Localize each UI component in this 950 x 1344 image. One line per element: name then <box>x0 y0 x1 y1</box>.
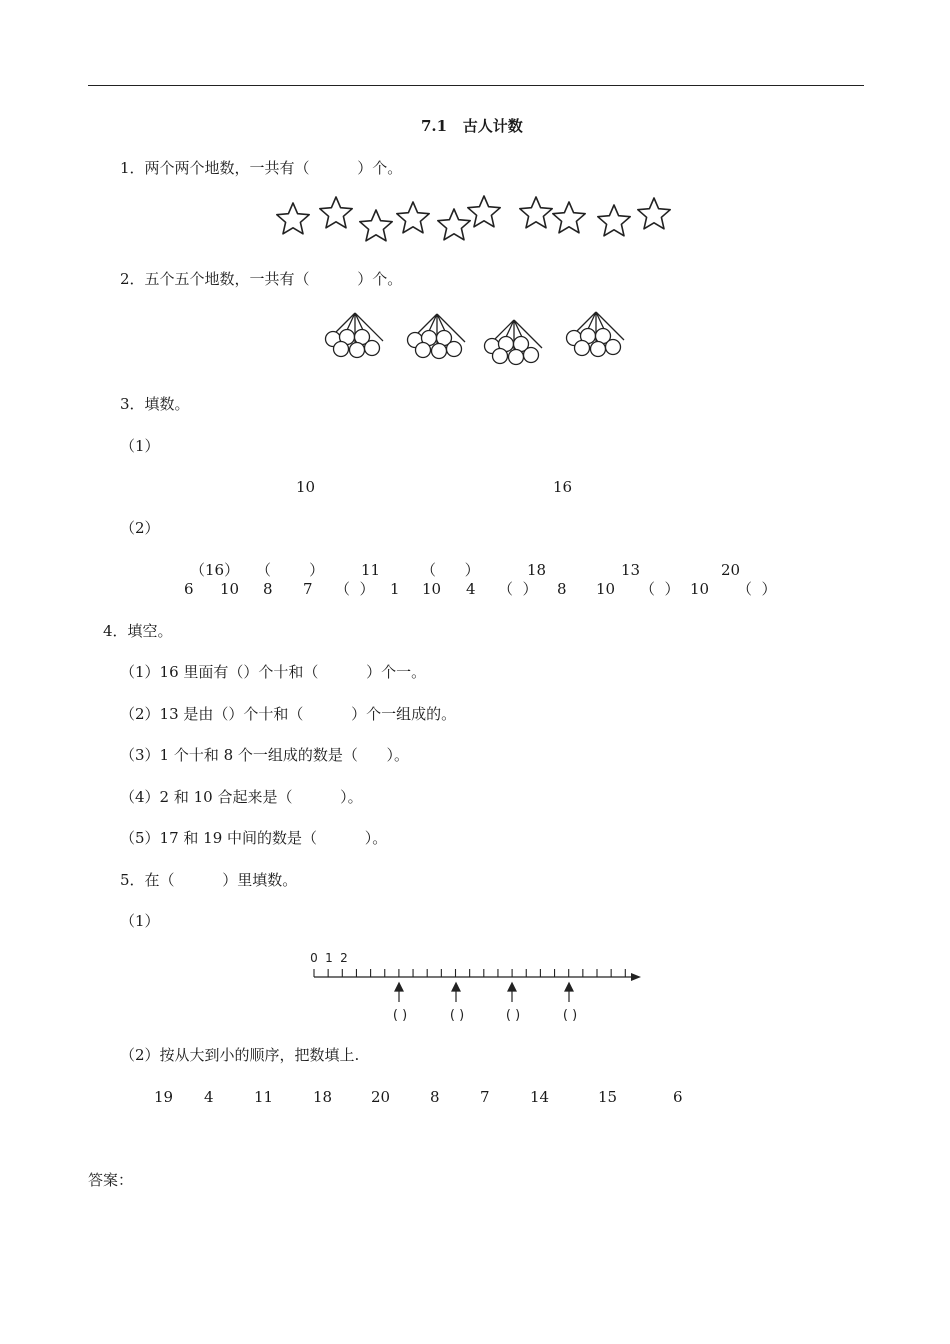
axis-label: 1 <box>325 951 333 965</box>
answer-blank: ( ) <box>392 1008 408 1023</box>
q4-item: （3）1 个十和 8 个一组成的数是（ ）。 <box>120 746 410 764</box>
q3-p2-label: （2） <box>120 519 160 537</box>
q3-p2-bottom: 7 <box>303 580 313 598</box>
up-arrow-icon <box>565 983 573 991</box>
q4-item: （1）16 里面有（）个十和（ ）个一。 <box>120 663 427 681</box>
q3-p2-bottom: 10 <box>220 580 240 598</box>
q5-text: 5．在（ ）里填数。 <box>120 871 298 889</box>
answer-blank: ( ) <box>562 1008 578 1023</box>
q5-p2-number: 7 <box>480 1088 490 1106</box>
q3-p2-bottom: 1 <box>390 580 400 598</box>
q3-p2-top: （16） <box>190 561 240 579</box>
q2-text: 2．五个五个地数，一共有（ ）个。 <box>120 270 403 288</box>
q5-p2-number: 15 <box>598 1088 618 1106</box>
q5-p2-number: 14 <box>530 1088 550 1106</box>
q3-p1-number: 16 <box>553 478 573 496</box>
q3-p2-top: 18 <box>527 561 547 579</box>
answer-label: 答案： <box>88 1171 134 1189</box>
up-arrow-icon <box>395 983 403 991</box>
q5-p2-number: 19 <box>154 1088 174 1106</box>
q5-p1-label: （1） <box>120 912 160 930</box>
q3-p2-bottom: （ ） <box>737 580 777 598</box>
q4-item: （4）2 和 10 合起来是（ ）。 <box>120 788 363 806</box>
q5-p2-number: 20 <box>371 1088 391 1106</box>
q3-p2-top: （ ） <box>421 561 480 579</box>
q3-p2-top: 20 <box>721 561 741 579</box>
q3-p2-bottom: 8 <box>557 580 567 598</box>
up-arrow-icon <box>452 983 460 991</box>
q3-p2-bottom: 10 <box>690 580 710 598</box>
q5-p2-text: （2）按从大到小的顺序，把数填上. <box>120 1046 360 1064</box>
q5-p2-number: 18 <box>313 1088 333 1106</box>
answer-blank: ( ) <box>505 1008 521 1023</box>
q3-p2-top: （ ） <box>256 561 325 579</box>
q3-p2-bottom: 10 <box>596 580 616 598</box>
axis-label: 2 <box>340 951 348 965</box>
q3-p2-bottom: （ ） <box>335 580 375 598</box>
q5-p2-number: 4 <box>204 1088 214 1106</box>
q4-text: 4．填空。 <box>103 622 173 640</box>
q3-p2-bottom: 6 <box>184 580 194 598</box>
q1-text: 1．两个两个地数，一共有（ ）个。 <box>120 159 403 177</box>
q3-p2-top: 13 <box>621 561 641 579</box>
q5-p2-number: 11 <box>254 1088 274 1106</box>
axis-label: 0 <box>310 951 318 965</box>
number-line-ticks <box>314 969 625 977</box>
up-arrow-icon <box>508 983 516 991</box>
q3-text: 3．填数。 <box>120 395 190 413</box>
q3-p1-number: 10 <box>296 478 316 496</box>
q5-p2-number: 6 <box>673 1088 683 1106</box>
q3-p2-top: 11 <box>361 561 381 579</box>
answer-blank: ( ) <box>449 1008 465 1023</box>
q4-item: （2）13 是由（）个十和（ ）个一组成的。 <box>120 705 457 723</box>
q3-p2-bottom: （ ） <box>498 580 538 598</box>
q3-p1-label: （1） <box>120 437 160 455</box>
arrowhead-icon <box>631 973 641 981</box>
q3-p2-bottom: （ ） <box>640 580 680 598</box>
q4-item: （5）17 和 19 中间的数是（ ）。 <box>120 829 388 847</box>
page-title: 7.1 古人计数 <box>421 117 523 135</box>
q3-p2-bottom: 10 <box>422 580 442 598</box>
q3-p2-bottom: 8 <box>263 580 273 598</box>
q5-p2-number: 8 <box>430 1088 440 1106</box>
q3-p2-bottom: 4 <box>466 580 476 598</box>
